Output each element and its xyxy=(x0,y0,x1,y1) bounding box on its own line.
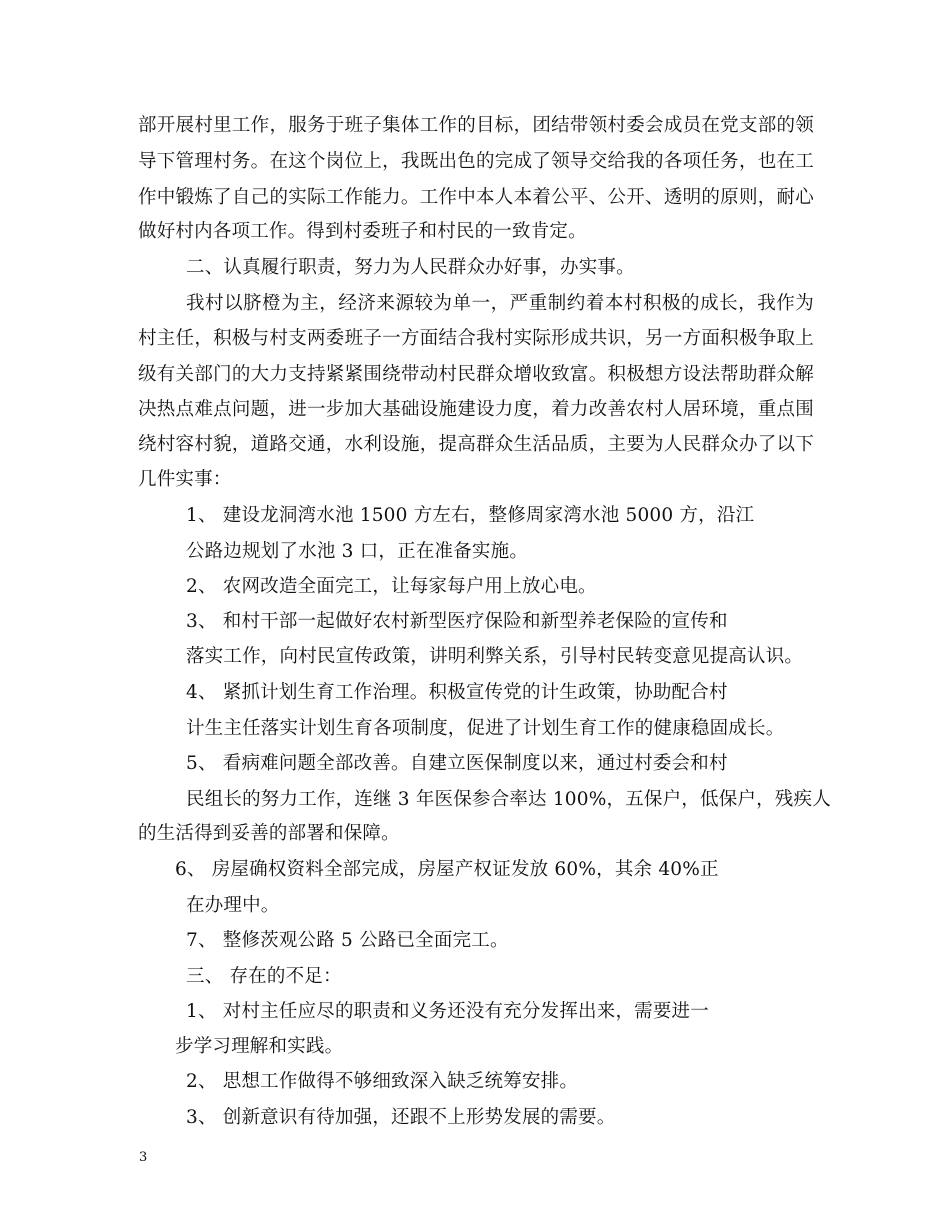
paragraph-line: 几件实事： xyxy=(138,469,232,491)
list-item-continuation: 落实工作，向村民宣传政策，讲明利弊关系，引导村民转变意见提高认识。 xyxy=(186,646,804,668)
list-item: 3、 创新意识有待加强，还跟不上形势发展的需要。 xyxy=(186,1106,616,1128)
list-item: 4、 紧抓计划生育工作治理。积极宣传党的计生政策，协助配合村 xyxy=(186,682,728,704)
paragraph-line: 做好村内各项工作。得到村委班子和村民的一致肯定。 xyxy=(138,221,587,243)
list-item: 5、 看病难问题全部改善。自建立医保制度以来，通过村委会和村 xyxy=(186,752,728,774)
list-item-continuation: 公路边规划了水池 3 口，正在准备实施。 xyxy=(186,540,529,562)
list-item: 6、 房屋确权资料全部完成，房屋产权证发放 60%，其余 40%正 xyxy=(175,859,719,881)
list-item-continuation: 在办理中。 xyxy=(186,894,280,916)
list-item-continuation: 步学习理解和实践。 xyxy=(175,1036,344,1058)
paragraph-line: 决热点难点问题，进一步加大基础设施建设力度，着力改善农村人居环境，重点围 xyxy=(138,398,814,420)
paragraph-line: 作中锻炼了自己的实际工作能力。工作中本人本着公平、公开、透明的原则，耐心 xyxy=(138,186,814,208)
list-item-continuation: 民组长的努力工作，连继 3 年医保参合率达 100%，五保户，低保户，残疾人 xyxy=(186,788,831,810)
section-heading: 二、认真履行职责，努力为人民群众办好事，办实事。 xyxy=(186,257,635,279)
paragraph-line: 级有关部门的大力支持紧紧围绕带动村民群众增收致富。积极想方设法帮助群众解 xyxy=(138,363,814,385)
page-number: 3 xyxy=(139,1150,148,1165)
list-item: 1、 建设龙洞湾水池 1500 方左右，整修周家湾水池 5000 方，沿江 xyxy=(186,504,755,526)
list-item: 7、 整修茨观公路 5 公路已全面完工。 xyxy=(186,929,509,951)
paragraph-line: 导下管理村务。在这个岗位上，我既出色的完成了领导交给我的各项任务，也在工 xyxy=(138,150,814,172)
paragraph-line: 我村以脐橙为主，经济来源较为单一，严重制约着本村积极的成长，我作为 xyxy=(186,292,814,314)
list-item: 2、 农网改造全面完工，让每家每户用上放心电。 xyxy=(186,575,597,597)
list-item-continuation: 计生主任落实计划生育各项制度，促进了计划生育工作的健康稳固成长。 xyxy=(186,717,785,739)
paragraph-line: 部开展村里工作，服务于班子集体工作的目标，团结带领村委会成员在党支部的领 xyxy=(138,115,814,136)
paragraph-line: 绕村容村貌，道路交通，水利设施，提高群众生活品质，主要为人民群众办了以下 xyxy=(138,434,814,456)
section-heading: 三、 存在的不足： xyxy=(186,965,342,987)
list-item-continuation: 的生活得到妥善的部署和保障。 xyxy=(138,823,400,845)
paragraph-line: 村主任，积极与村支两委班子一方面结合我村实际形成共识，另一方面积极争取上 xyxy=(138,327,814,349)
list-item: 3、 和村干部一起做好农村新型医疗保险和新型养老保险的宣传和 xyxy=(186,611,728,633)
list-item: 2、 思想工作做得不够细致深入缺乏统筹安排。 xyxy=(186,1071,579,1093)
list-item: 1、 对村主任应尽的职责和义务还没有充分发挥出来，需要进一 xyxy=(186,1000,709,1022)
